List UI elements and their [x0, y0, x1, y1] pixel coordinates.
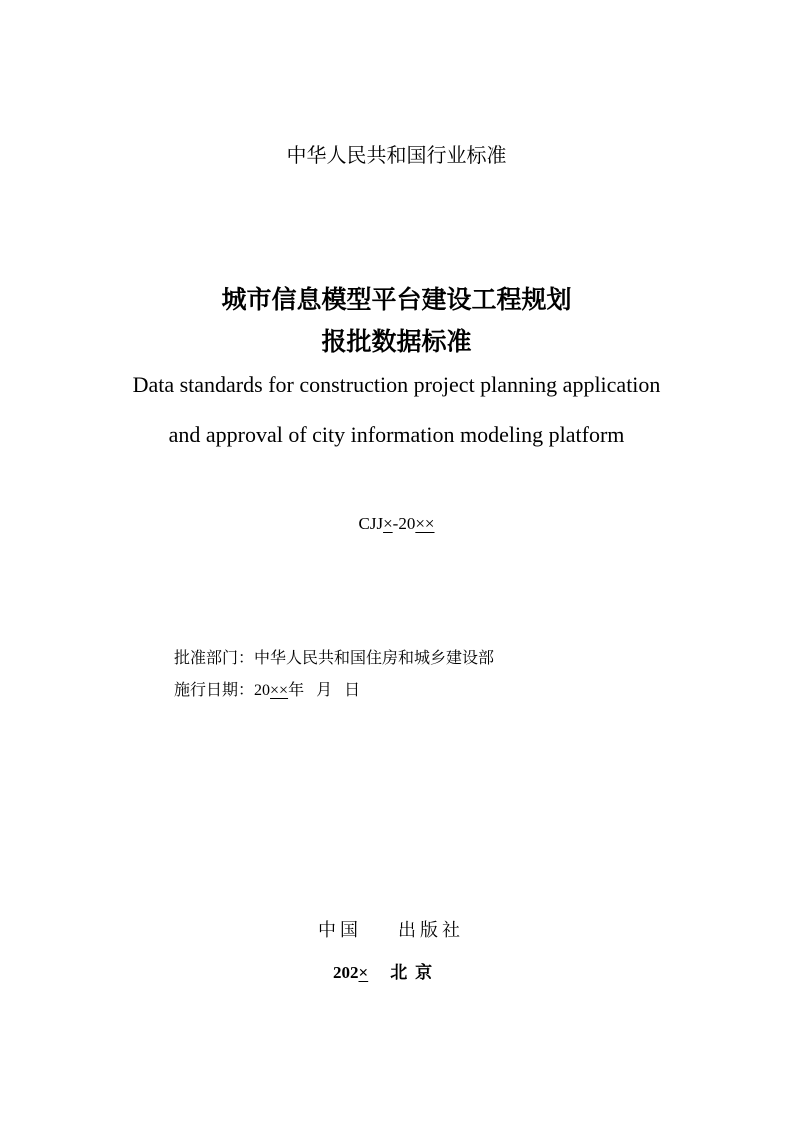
publication-year-blank: ×	[358, 963, 369, 982]
publisher-right: 出版社	[398, 920, 464, 941]
publication-year-prefix: 202	[333, 963, 359, 982]
effective-year-unit: 年	[288, 680, 305, 699]
standard-code-year-blank: ××	[415, 514, 435, 533]
publisher-left: 中国	[318, 920, 362, 941]
title-en-line-1: Data standards for construction project planning application	[132, 372, 661, 397]
title-en-line-2: and approval of city information modeling platform	[168, 422, 625, 447]
publisher	[318, 918, 464, 944]
effective-month-unit: 月	[316, 680, 333, 699]
standard-code	[0, 511, 793, 537]
publication-info	[333, 960, 440, 986]
effective-date-label: 施行日期：	[174, 680, 255, 699]
approval-row	[174, 646, 494, 670]
effective-date-row	[174, 678, 360, 703]
effective-year-blank: ××	[270, 682, 289, 699]
standard-code-separator: -20	[392, 514, 416, 533]
effective-day-unit: 日	[344, 680, 361, 699]
effective-year-prefix: 20	[254, 682, 271, 699]
industry-standard-heading: 中华人民共和国行业标准	[286, 143, 507, 167]
publication-city: 北京	[390, 963, 441, 983]
standard-code-number-blank: ×	[383, 514, 393, 533]
approval-value: 中华人民共和国住房和城乡建设部	[254, 648, 495, 667]
standard-code-prefix: CJJ	[358, 514, 384, 533]
approval-label: 批准部门：	[174, 648, 255, 667]
title-zh-line-1: 城市信息模型平台建设工程规划	[221, 285, 572, 314]
title-zh-line-2: 报批数据标准	[321, 327, 472, 356]
